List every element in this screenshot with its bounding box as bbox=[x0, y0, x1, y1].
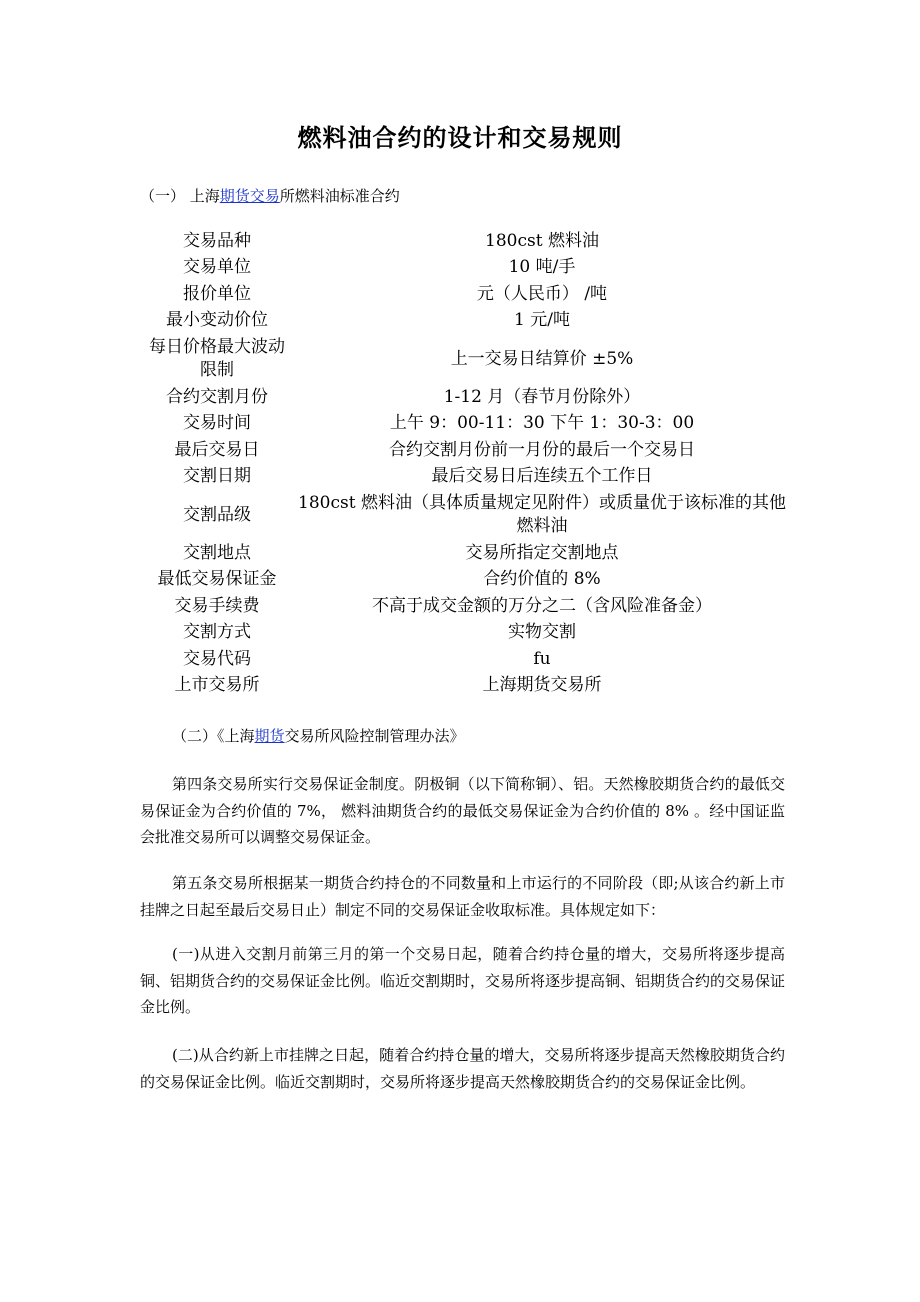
spec-value: 实物交割 bbox=[508, 622, 576, 643]
spec-value: 180cst 燃料油 bbox=[485, 230, 599, 251]
futures-link[interactable]: 期货 bbox=[254, 727, 285, 745]
paragraph-clause-1: (一)从进入交割月前第三月的第一个交易日起，随着合约持仓量的增大，交易所将逐步提高铜、铝期货合约的交易保证金比例。临近交割期时，交易所将逐步提高铜、铝期货合约的交易保证金比例。 bbox=[140, 945, 786, 1016]
spec-label: 交割方式 bbox=[183, 622, 251, 643]
table-row bbox=[138, 308, 788, 335]
spec-value: 不高于成交金额的万分之二（含风险准备金） bbox=[372, 595, 712, 616]
spec-value: 合约交割月份前一月份的最后一个交易日 bbox=[389, 439, 695, 460]
spec-label: 合约交割月份 bbox=[166, 386, 268, 407]
spec-label: 交易代码 bbox=[183, 648, 251, 669]
spec-value: fu bbox=[533, 648, 551, 669]
section-heading-suffix: 交易所风险控制管理办法》 bbox=[284, 727, 465, 745]
spec-value: 上一交易日结算价 ±5% bbox=[450, 348, 634, 369]
table-row bbox=[138, 411, 788, 438]
spec-label: 交易时间 bbox=[183, 413, 251, 434]
table-row bbox=[138, 593, 788, 620]
spec-label: 最低交易保证金 bbox=[157, 569, 277, 590]
table-row bbox=[138, 490, 788, 540]
spec-label: 交割品级 bbox=[183, 504, 251, 525]
paragraph-article-5: 第五条交易所根据某一期货合约持仓的不同数量和上市运行的不同阶段（即;从该合约新上市挂牌之日起至最后交易日止）制定不同的交易保证金收取标准。具体规定如下： bbox=[140, 874, 785, 919]
paragraph-clause-2: (二)从合约新上市挂牌之日起，随着合约持仓量的增大，交易所将逐步提高天然橡胶期货合约的交易保证金比例。临近交割期时，交易所将逐步提高天然橡胶期货合约的交易保证金比例。 bbox=[140, 1046, 785, 1091]
spec-value: 上午 9：00-11：30 下午 1：30-3：00 bbox=[389, 413, 695, 434]
table-row bbox=[138, 464, 788, 491]
spec-label: 交割日期 bbox=[183, 466, 251, 487]
spec-label: 每日价格最大波动限制 bbox=[149, 337, 285, 380]
spec-value: 上海期货交易所 bbox=[482, 675, 602, 696]
section-heading-risk-rules bbox=[172, 726, 465, 746]
spec-value: 最后交易日后连续五个工作日 bbox=[431, 466, 653, 487]
document-title: 燃料油合约的设计和交易规则 bbox=[297, 124, 623, 152]
table-row bbox=[138, 646, 788, 673]
spec-label: 交割地点 bbox=[183, 542, 251, 563]
table-row bbox=[138, 540, 788, 567]
table-row bbox=[138, 281, 788, 308]
spec-label: 报价单位 bbox=[183, 283, 251, 304]
spec-value: 元（人民币） /吨 bbox=[476, 283, 608, 304]
spec-value: 1-12 月（春节月份除外） bbox=[443, 386, 641, 407]
table-row bbox=[138, 334, 788, 384]
spec-label: 交易手续费 bbox=[174, 595, 260, 616]
section-heading-prefix: （一） 上海 bbox=[140, 187, 220, 205]
spec-value: 10 吨/手 bbox=[508, 257, 576, 278]
contract-spec-table bbox=[138, 228, 788, 699]
spec-label: 上市交易所 bbox=[174, 675, 260, 696]
table-row bbox=[138, 228, 788, 255]
spec-label: 交易单位 bbox=[183, 257, 251, 278]
spec-label: 最小变动价位 bbox=[166, 310, 268, 331]
section-heading-contract bbox=[140, 186, 400, 206]
table-row bbox=[138, 437, 788, 464]
table-row bbox=[138, 567, 788, 594]
table-row bbox=[138, 384, 788, 411]
spec-value: 交易所指定交割地点 bbox=[465, 542, 619, 563]
table-row bbox=[138, 255, 788, 282]
table-row bbox=[138, 673, 788, 700]
spec-label: 最后交易日 bbox=[174, 439, 260, 460]
spec-value: 合约价值的 8% bbox=[483, 569, 601, 590]
spec-value: 180cst 燃料油（具体质量规定见附件）或质量优于该标准的其他燃料油 bbox=[298, 493, 786, 536]
futures-exchange-link[interactable]: 期货交易 bbox=[219, 187, 280, 205]
section-heading-suffix: 所燃料油标准合约 bbox=[279, 187, 400, 205]
spec-label: 交易品种 bbox=[183, 230, 251, 251]
paragraph-article-4: 第四条交易所实行交易保证金制度。阴极铜（以下简称铜）、铝。天然橡胶期货合约的最低交易保证金为合约价值的 7%， 燃料油期货合约的最低交易保证金为合约价值的 8% 。经中国证监会批准交易所可以调整交易保证金。 bbox=[140, 775, 785, 846]
table-row bbox=[138, 620, 788, 647]
spec-value: 1 元/吨 bbox=[514, 310, 570, 331]
section-heading-prefix: （二）《上海 bbox=[172, 727, 255, 745]
